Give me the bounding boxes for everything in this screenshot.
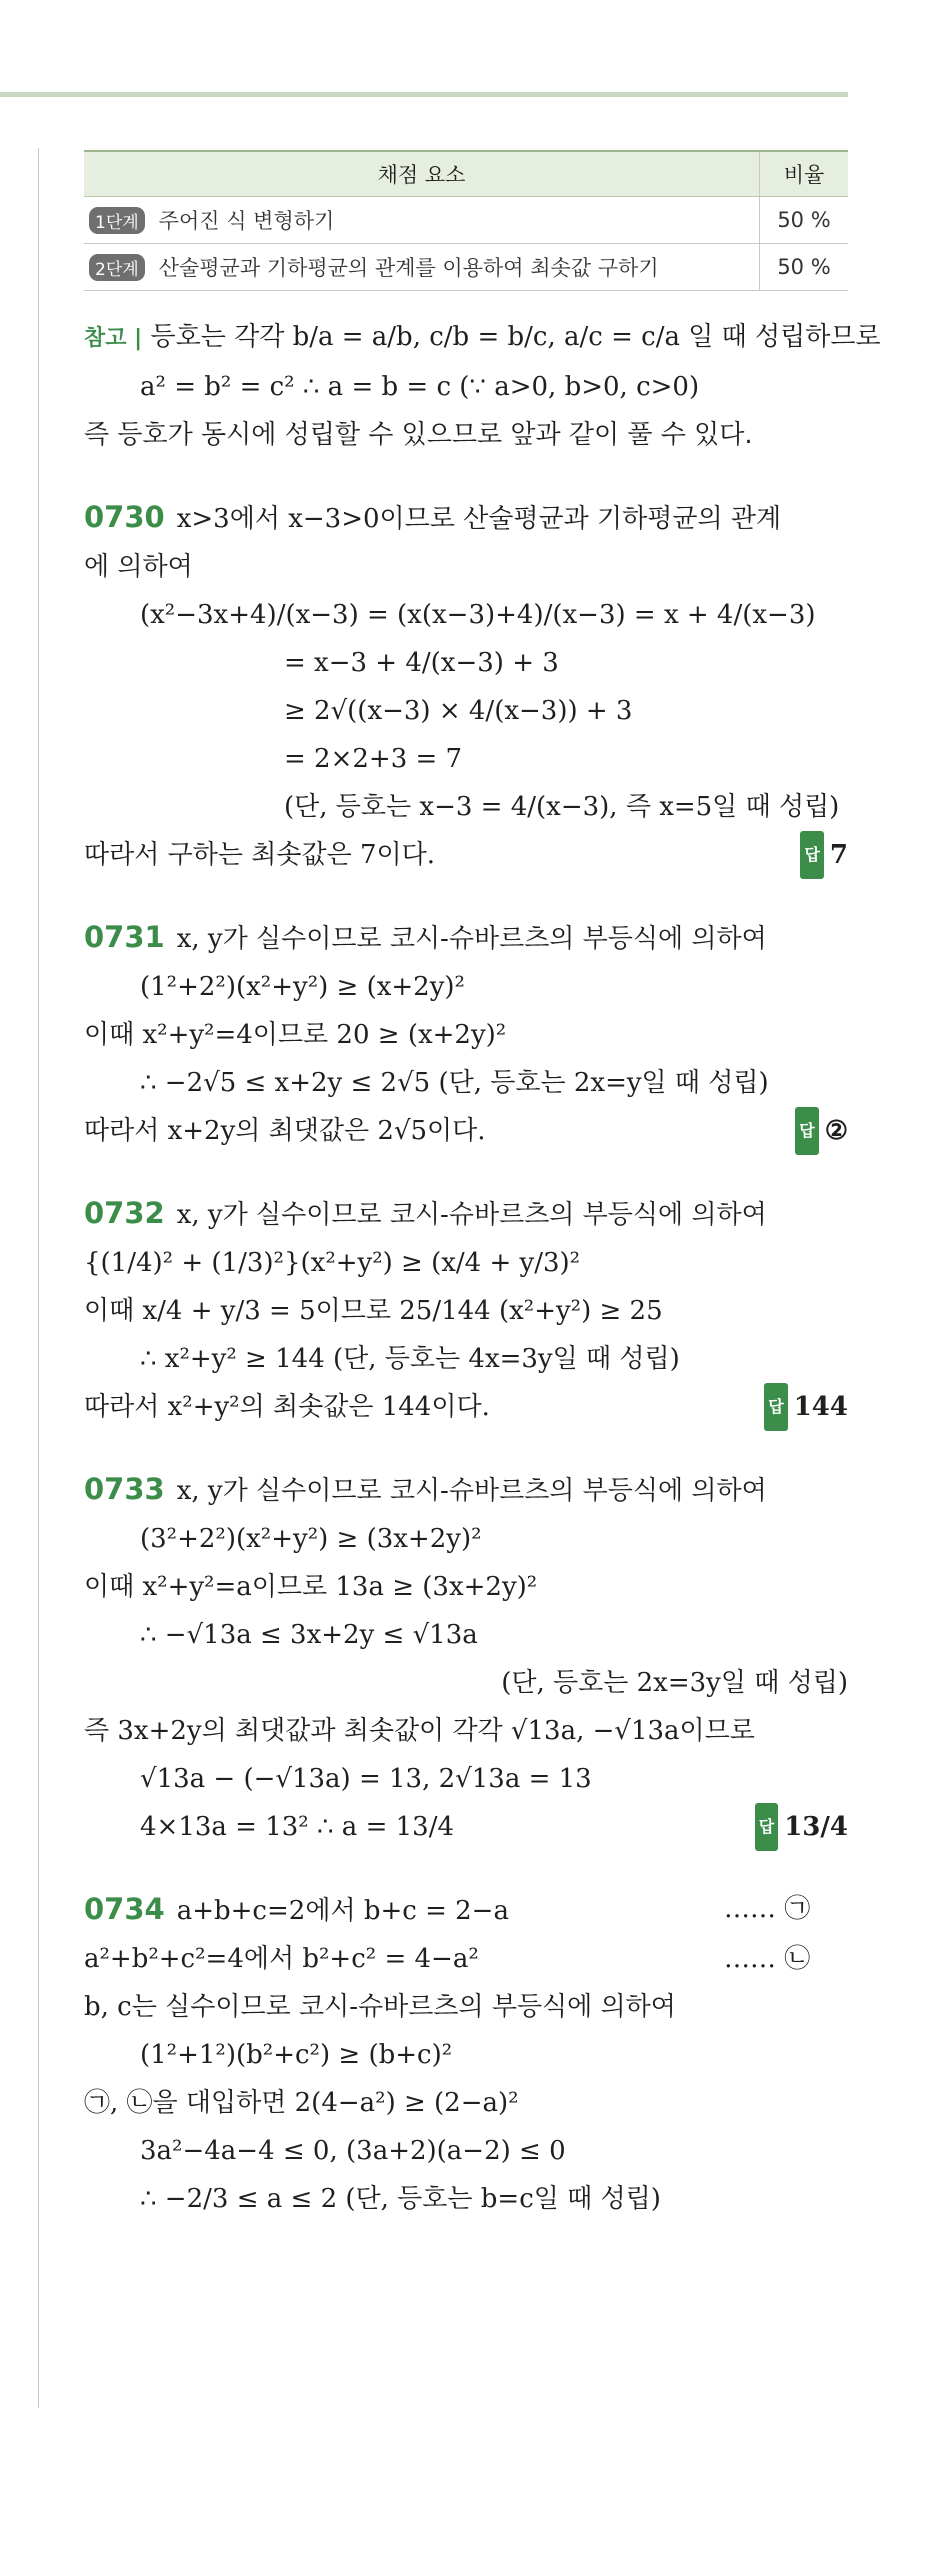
problem-0731 bbox=[84, 913, 848, 1155]
solution-line: 에 의하여 bbox=[84, 552, 193, 582]
header-item: 채점 요소 bbox=[84, 151, 760, 197]
solution-line: {(1/4)² + (1/3)²}(x²+y²) ≥ (x/4 + y/3)² bbox=[84, 1248, 581, 1278]
problem-0732 bbox=[84, 1189, 848, 1431]
answer: 답 144 bbox=[764, 1383, 848, 1431]
note-line: 참고 | 등호는 각각 b/a = a/b, c/b = b/c, a/c = c/a 일 때 성립하므로 bbox=[84, 322, 881, 352]
solution-line: (x²−3x+4)/(x−3) = (x(x−3)+4)/(x−3) = x + 4/(x−3) bbox=[140, 600, 816, 630]
answer-badge: 답 bbox=[800, 831, 823, 879]
step-ratio: 50 % bbox=[760, 197, 849, 244]
answer: 답 7 bbox=[800, 831, 848, 879]
grading-table-header bbox=[84, 151, 848, 197]
solution-line: x, y가 실수이므로 코시-슈바르츠의 부등식에 의하여 bbox=[176, 1476, 767, 1506]
solution-line: ㉠, ㉡을 대입하면 2(4−a²) ≥ (2−a)² bbox=[84, 2088, 519, 2118]
solution-line: = 2×2+3 = 7 bbox=[284, 744, 463, 774]
solution-line: ∴ −2√5 ≤ x+2y ≤ 2√5 (단, 등호는 2x=y일 때 성립) bbox=[140, 1068, 769, 1098]
solution-line: x>3에서 x−3>0이므로 산술평균과 기하평균의 관계 bbox=[176, 504, 782, 534]
margin-rule bbox=[38, 148, 39, 2408]
solution-line: (3²+2²)(x²+y²) ≥ (3x+2y)² bbox=[140, 1524, 482, 1554]
step-text: 산술평균과 기하평균의 관계를 이용하여 최솟값 구하기 bbox=[158, 256, 659, 280]
equation-marker: …… ㉠ bbox=[724, 1894, 811, 1924]
top-rule bbox=[0, 92, 848, 97]
problem-number: 0732 bbox=[84, 1196, 165, 1230]
solution-line: b, c는 실수이므로 코시-슈바르츠의 부등식에 의하여 bbox=[84, 1992, 676, 2022]
solution-line: = x−3 + 4/(x−3) + 3 bbox=[284, 648, 559, 678]
answer: 답 13/4 bbox=[755, 1803, 848, 1851]
conclusion-line: 4×13a = 13² ∴ a = 13/4 답 13/4 bbox=[84, 1803, 848, 1851]
solution-line: 이때 x²+y²=a이므로 13a ≥ (3x+2y)² bbox=[84, 1572, 538, 1602]
problem-0730 bbox=[84, 493, 848, 879]
solution-line: ∴ −2/3 ≤ a ≤ 2 (단, 등호는 b=c일 때 성립) bbox=[140, 2184, 661, 2214]
solution-line: x, y가 실수이므로 코시-슈바르츠의 부등식에 의하여 bbox=[176, 1200, 767, 1230]
solution-line: ∴ x²+y² ≥ 144 (단, 등호는 4x=3y일 때 성립) bbox=[140, 1344, 680, 1374]
solution-line: (단, 등호는 2x=3y일 때 성립) bbox=[501, 1668, 848, 1698]
grading-table bbox=[84, 150, 848, 291]
step-badge: 2단계 bbox=[89, 254, 145, 281]
problem-0733 bbox=[84, 1465, 848, 1851]
problem-number: 0731 bbox=[84, 920, 165, 954]
solution-line: 이때 x/4 + y/3 = 5이므로 25/144 (x²+y²) ≥ 25 bbox=[84, 1296, 663, 1326]
solution-line: ∴ −√13a ≤ 3x+2y ≤ √13a bbox=[140, 1620, 478, 1650]
solution-line: (1²+1²)(b²+c²) ≥ (b+c)² bbox=[140, 2040, 453, 2070]
solution-line: a²+b²+c²=4에서 b²+c² = 4−a² …… ㉡ bbox=[84, 1935, 848, 1983]
answer: 답 ② bbox=[795, 1107, 848, 1155]
note-line: a² = b² = c² ∴ a = b = c (∵ a>0, b>0, c>0) bbox=[140, 372, 700, 402]
table-row bbox=[84, 197, 848, 244]
equation-marker: …… ㉡ bbox=[724, 1944, 811, 1974]
header-ratio: 비율 bbox=[760, 151, 849, 197]
step-badge: 1단계 bbox=[89, 207, 145, 234]
note-label: 참고 | bbox=[84, 326, 143, 351]
table-row bbox=[84, 244, 848, 291]
solution-line: x, y가 실수이므로 코시-슈바르츠의 부등식에 의하여 bbox=[176, 924, 767, 954]
step-ratio: 50 % bbox=[760, 244, 849, 291]
solution-line: 3a²−4a−4 ≤ 0, (3a+2)(a−2) ≤ 0 bbox=[140, 2136, 566, 2166]
solution-line: (단, 등호는 x−3 = 4/(x−3), 즉 x=5일 때 성립) bbox=[284, 792, 840, 822]
note-line: 즉 등호가 동시에 성립할 수 있으므로 앞과 같이 풀 수 있다. bbox=[84, 420, 753, 450]
solution-line: (1²+2²)(x²+y²) ≥ (x+2y)² bbox=[140, 972, 465, 1002]
conclusion-line: 따라서 구하는 최솟값은 7이다. 답 7 bbox=[84, 831, 848, 879]
solution-line: 즉 3x+2y의 최댓값과 최솟값이 각각 √13a, −√13a이므로 bbox=[84, 1716, 755, 1746]
solution-line: 이때 x²+y²=4이므로 20 ≥ (x+2y)² bbox=[84, 1020, 507, 1050]
step-text: 주어진 식 변형하기 bbox=[158, 209, 335, 233]
conclusion-line: 따라서 x²+y²의 최솟값은 144이다. 답 144 bbox=[84, 1383, 848, 1431]
problem-number: 0730 bbox=[84, 500, 165, 534]
answer-badge: 답 bbox=[755, 1803, 778, 1851]
solution-line: √13a − (−√13a) = 13, 2√13a = 13 bbox=[140, 1764, 592, 1794]
solution-page bbox=[84, 150, 881, 2223]
conclusion-line: 따라서 x+2y의 최댓값은 2√5이다. 답 ② bbox=[84, 1107, 848, 1155]
problem-number: 0734 bbox=[84, 1892, 165, 1926]
answer-badge: 답 bbox=[764, 1383, 787, 1431]
problem-number: 0733 bbox=[84, 1472, 165, 1506]
solution-line: a+b+c=2에서 b+c = 2−a bbox=[176, 1896, 509, 1926]
answer-badge: 답 bbox=[795, 1107, 818, 1155]
solution-line: ≥ 2√((x−3) × 4/(x−3)) + 3 bbox=[284, 696, 633, 726]
problem-0734 bbox=[84, 1885, 848, 2223]
